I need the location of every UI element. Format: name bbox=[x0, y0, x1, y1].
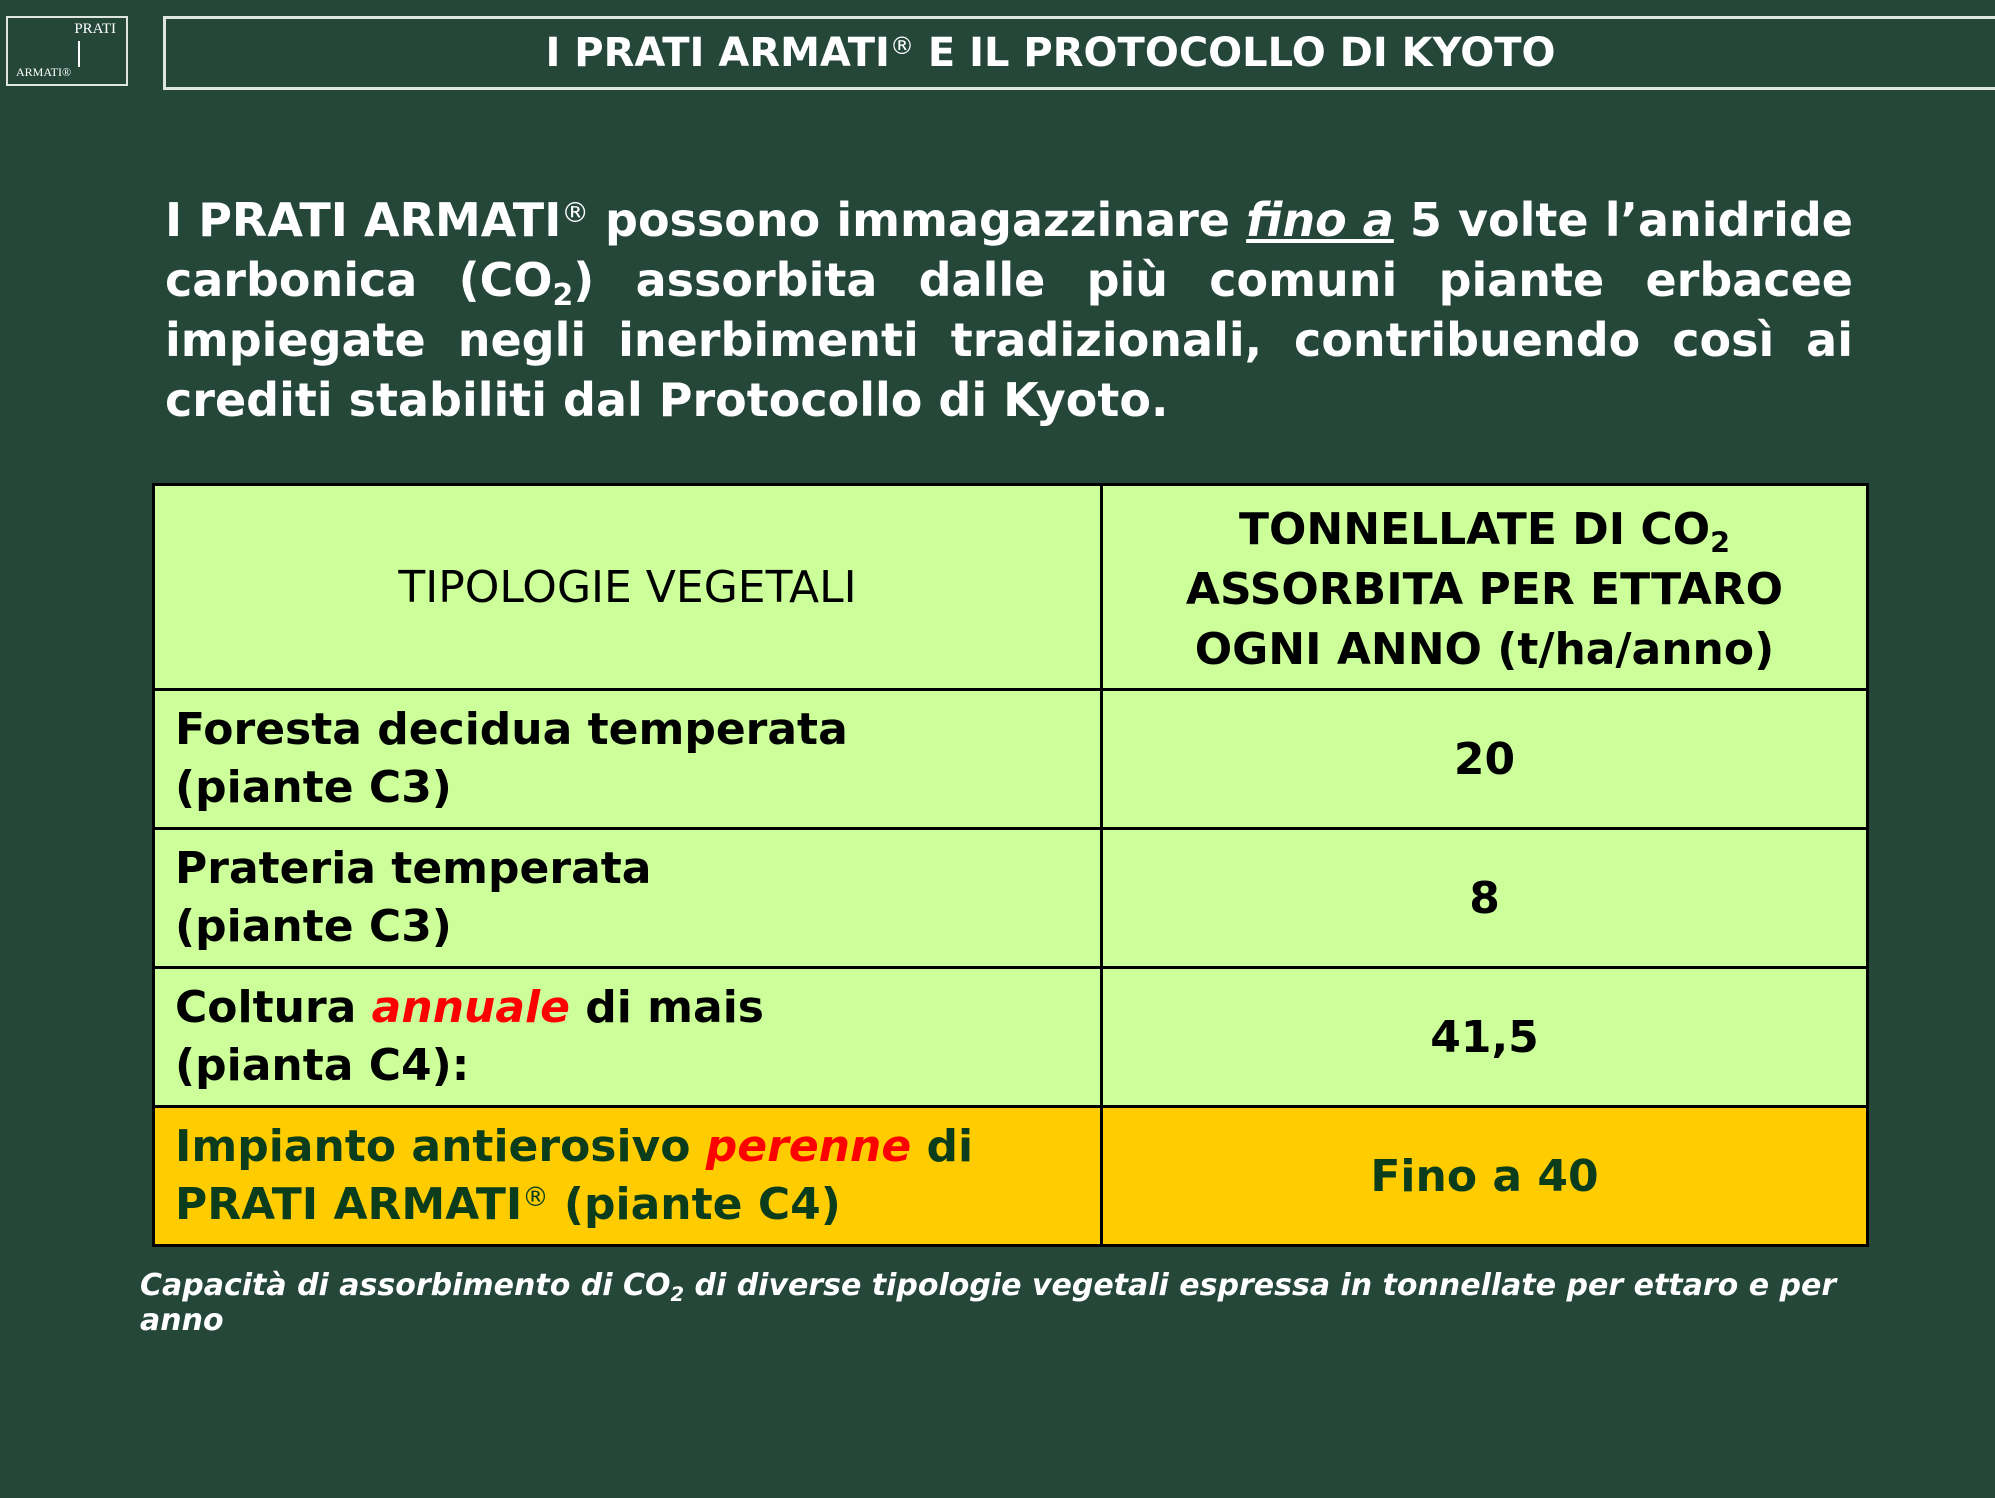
header-tonnellate bbox=[1102, 485, 1868, 690]
table-row bbox=[154, 968, 1868, 1107]
row3-name bbox=[154, 968, 1102, 1107]
para-part-4: ) assorbita dalle più comuni piante erbacee impiegate negli inerbimenti tradizionali, contribuendo così ai crediti stabiliti dal Protocollo di Kyoto. bbox=[165, 253, 1854, 427]
header-tonnellate-line1: TONNELLATE DI CO bbox=[1238, 503, 1711, 555]
table-row bbox=[154, 829, 1868, 968]
caption-pre: Capacità di assorbimento di CO bbox=[140, 1268, 671, 1303]
header-tipologie: TIPOLOGIE VEGETALI bbox=[154, 485, 1102, 690]
row4-reg-mark: ® bbox=[522, 1181, 549, 1213]
row1-value: 20 bbox=[1102, 690, 1868, 829]
logo bbox=[6, 16, 128, 86]
table-caption bbox=[140, 1268, 1900, 1338]
row4-pre: Impianto antierosivo bbox=[175, 1121, 706, 1172]
title-post: E IL PROTOCOLLO DI KYOTO bbox=[913, 30, 1556, 76]
table-row-highlight bbox=[154, 1107, 1868, 1246]
row3-pre: Coltura bbox=[175, 982, 372, 1033]
para-part-2: possono immagazzinare bbox=[588, 193, 1247, 247]
table-header-row bbox=[154, 485, 1868, 690]
row2-name bbox=[154, 829, 1102, 968]
para-subscript: 2 bbox=[552, 277, 574, 313]
para-emphasis: fino a bbox=[1246, 193, 1394, 247]
logo-top-text: PRATI bbox=[74, 21, 116, 37]
para-reg-mark: ® bbox=[561, 196, 589, 230]
row3-value: 41,5 bbox=[1102, 968, 1868, 1107]
row4-line2a: PRATI ARMATI bbox=[175, 1179, 523, 1230]
logo-bar bbox=[78, 41, 80, 67]
title-pre: I PRATI ARMATI bbox=[545, 30, 890, 76]
intro-paragraph bbox=[165, 190, 1853, 430]
row3-line2: (pianta C4): bbox=[175, 1040, 470, 1091]
title-reg-mark: ® bbox=[889, 32, 914, 60]
para-part-1: I PRATI ARMATI bbox=[165, 193, 562, 247]
row4-emphasis: perenne bbox=[705, 1121, 912, 1172]
caption-post: di diverse tipologie vegetali espressa in tonnellate per ettaro e per anno bbox=[140, 1268, 1837, 1338]
header-subscript: 2 bbox=[1710, 525, 1731, 560]
row3-post: di mais bbox=[569, 982, 764, 1033]
row1-line2: (piante C3) bbox=[175, 762, 452, 813]
row4-name bbox=[154, 1107, 1102, 1246]
row4-line2b: (piante C4) bbox=[548, 1179, 841, 1230]
row2-value: 8 bbox=[1102, 829, 1868, 968]
row1-line1: Foresta decidua temperata bbox=[175, 704, 848, 755]
row2-line1: Prateria temperata bbox=[175, 843, 652, 894]
header-tonnellate-line3: OGNI ANNO (t/ha/anno) bbox=[1194, 623, 1775, 675]
caption-subscript: 2 bbox=[670, 1282, 685, 1306]
co2-table bbox=[152, 483, 1869, 1247]
row2-line2: (piante C3) bbox=[175, 901, 452, 952]
slide-title bbox=[163, 16, 1995, 90]
logo-bottom-text: ARMATI® bbox=[16, 65, 72, 79]
table-row bbox=[154, 690, 1868, 829]
row4-post: di bbox=[911, 1121, 974, 1172]
para-part-3: 5 volte l’anidride carbonica (CO bbox=[165, 193, 1854, 307]
row1-name bbox=[154, 690, 1102, 829]
header-tonnellate-line2: ASSORBITA PER ETTARO bbox=[1185, 563, 1784, 615]
row3-emphasis: annuale bbox=[371, 982, 570, 1033]
row4-value: Fino a 40 bbox=[1102, 1107, 1868, 1246]
